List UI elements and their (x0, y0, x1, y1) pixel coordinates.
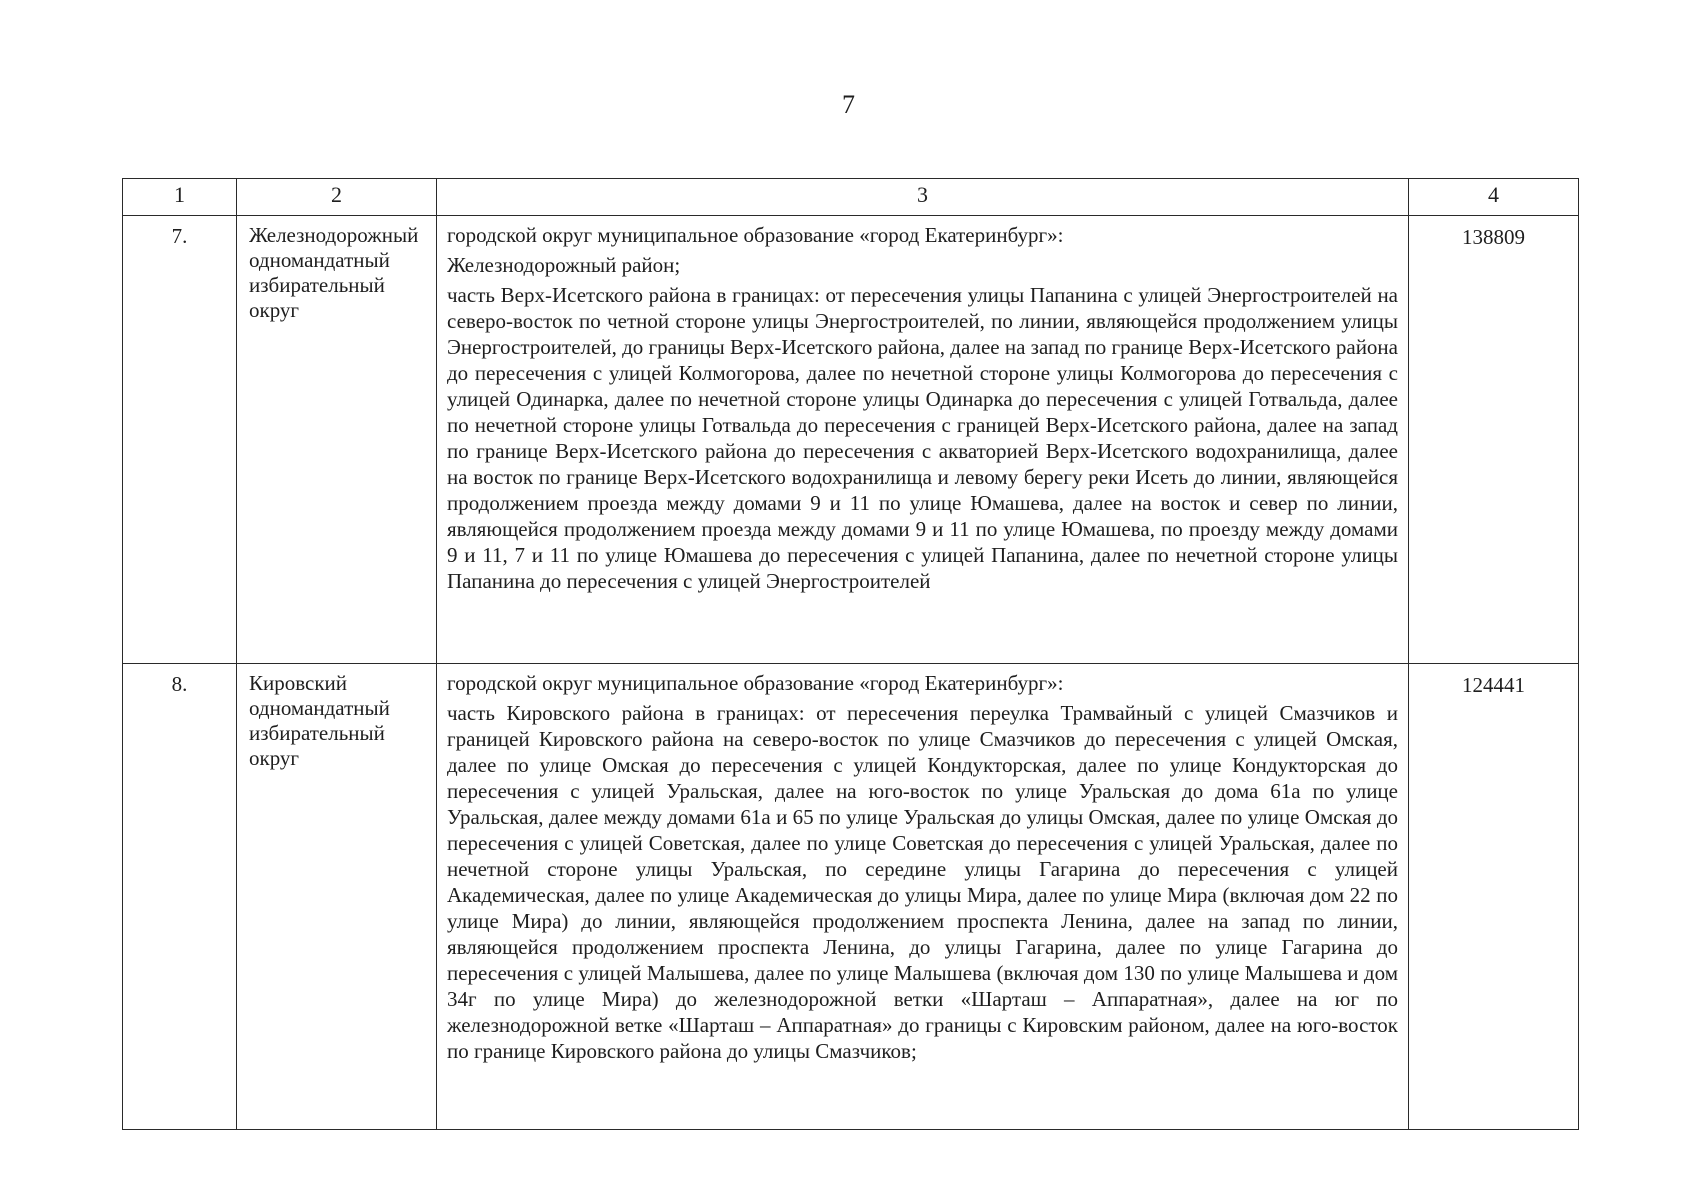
district-name: Железнодорожный одномандатный избирательный округ (237, 216, 437, 664)
column-header-1: 1 (123, 179, 237, 216)
districts-table (122, 178, 1579, 1130)
district-description (437, 216, 1409, 664)
column-header-3: 3 (437, 179, 1409, 216)
column-header-4: 4 (1409, 179, 1579, 216)
district-description (437, 664, 1409, 1130)
description-paragraph: часть Верх-Исетского района в границах: от пересечения улицы Папанина с улицей Энергостроителей на северо-восток по четной стороне улицы Энергостроителей, по линии, являющейся продолжением улицы Энергостроителей, до границы Верх-Исетского района, далее на запад по границе Верх-Исетского района до пересечения с улицей Колмогорова, далее по нечетной стороне улицы Колмогорова до пересечения с улицей Одинарка, далее по нечетной стороне улицы Одинарка до пересечения с улицей Готвальда, далее по нечетной стороне улицы Готвальда до пересечения с границей Верх-Исетского района, далее на запад по границе Верх-Исетского района до пересечения с акваторией Верх-Исетского водохранилища, далее на восток по границе Верх-Исетского водохранилища и левому берегу реки Исеть до линии, являющейся продолжением проезда между домами 9 и 11 по улице Юмашева, далее на восток и север по линии, являющейся продолжением проезда между домами 9 и 11 по улице Юмашева, по проезду между домами 9 и 11, 7 и 11 по улице Юмашева до пересечения с улицей Папанина, далее по нечетной стороне улицы Папанина до пересечения с улицей Энергостроителей (447, 283, 1398, 593)
voter-count: 124441 (1409, 664, 1579, 1130)
column-header-2: 2 (237, 179, 437, 216)
description-paragraph: часть Кировского района в границах: от пересечения переулка Трамвайный с улицей Смазчиков и границей Кировского района на северо-восток по улице Смазчиков до пересечения с улицей Омская, далее по улице Омская до пересечения с улицей Кондукторская, далее по улице Кондукторская до пересечения с улицей Уральская, далее на юго-восток по улице Уральская до дома 61а по улице Уральская, далее между домами 61а и 65 по улице Уральская до улицы Омская, далее по улице Омская до пересечения с улицей Советская, далее по улице Советская до пересечения с улицей Уральская, далее по нечетной стороне улицы Уральская, по середине улицы Гагарина до пересечения с улицей Академическая, далее по улице Академическая до улицы Мира, далее по улице Мира (включая дом 22 по улице Мира) до линии, являющейся продолжением проспекта Ленина, далее на запад по линии, являющейся продолжением проспекта Ленина, до улицы Гагарина, далее по улице Гагарина до пересечения с улицей Малышева, далее по улице Малышева (включая дом 130 по улице Малышева и дом 34г по улице Мира) до железнодорожной ветки «Шарташ – Аппаратная», далее на юг по железнодорожной ветке «Шарташ – Аппаратная» до границы с Кировским районом, далее на юго-восток по границе Кировского района до улицы Смазчиков; (447, 701, 1398, 1063)
voter-count: 138809 (1409, 216, 1579, 664)
row-number: 7. (123, 216, 237, 664)
table-row (123, 216, 1579, 664)
table-header-row (123, 179, 1579, 216)
description-paragraph: Железнодорожный район; (447, 253, 681, 277)
table-row (123, 664, 1579, 1130)
district-name: Кировский одномандатный избирательный округ (237, 664, 437, 1130)
page-number: 7 (842, 90, 855, 119)
description-paragraph: городской округ муниципальное образование «город Екатеринбург»: (447, 223, 1064, 247)
description-paragraph: городской округ муниципальное образование «город Екатеринбург»: (447, 671, 1064, 695)
row-number: 8. (123, 664, 237, 1130)
